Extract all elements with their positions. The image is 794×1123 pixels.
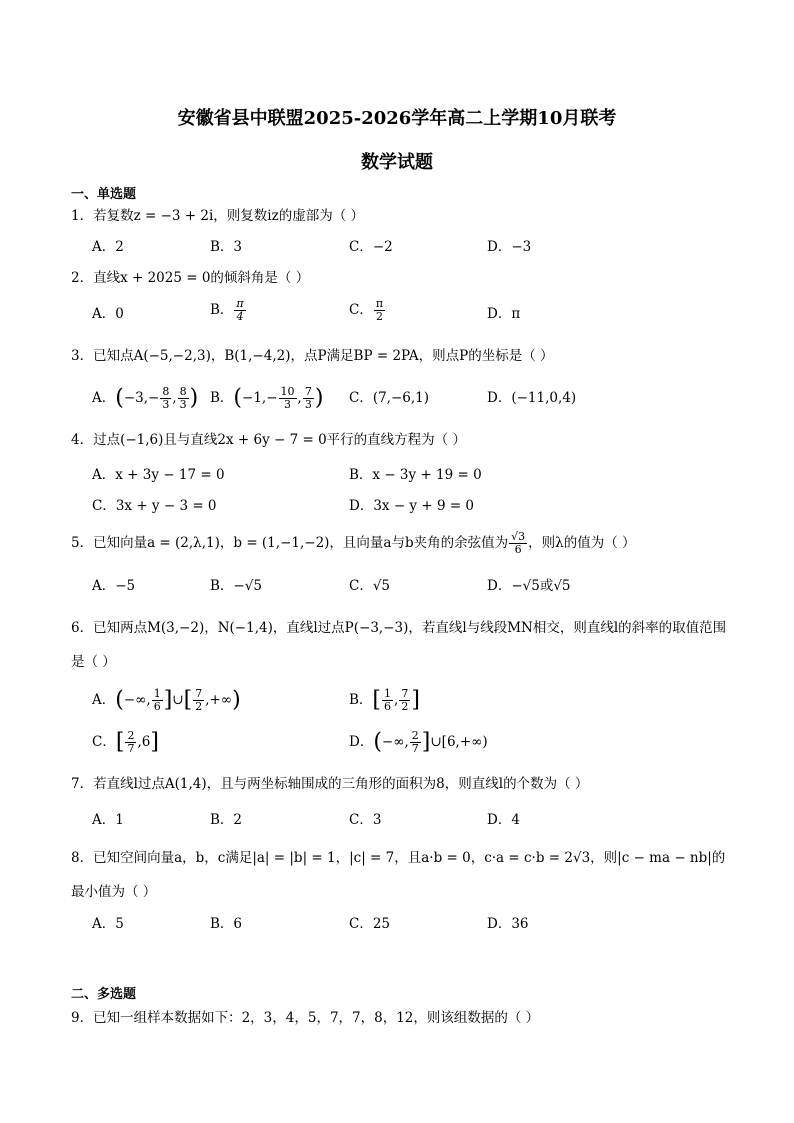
q7-option-d: D．4 bbox=[487, 812, 520, 828]
section-single-choice: 一、单选题 bbox=[71, 187, 137, 202]
q6-option-b: B．[ $\frac{1}{6}$ , $\frac{7}{2}$ ] bbox=[349, 687, 420, 713]
q3-option-d: D．(−11,0,4) bbox=[487, 390, 577, 406]
q4-option-d: D．3x − y + 9 = 0 bbox=[349, 498, 475, 514]
q8-option-c: C．25 bbox=[349, 916, 391, 932]
q8-option-d: D．36 bbox=[487, 916, 529, 932]
q1-option-d: D．−3 bbox=[487, 239, 532, 255]
q4-option-b: B．x − 3y + 19 = 0 bbox=[349, 467, 482, 483]
q1-option-b: B．3 bbox=[210, 239, 243, 255]
q2-option-c-label: C． bbox=[349, 302, 373, 318]
question-1-stem: 1．若复数z = −3 + 2i，则复数iz的虚部为（ ） bbox=[71, 208, 365, 224]
q3-option-a: A．(−3,− $\frac{8}{3}$ , $\frac{8}{3}$ ) bbox=[92, 385, 199, 411]
q2-option-d: D．π bbox=[487, 306, 521, 322]
question-8-stem: 8．已知空间向量a，b，c满足|a| = |b| = 1，|c| = 7，且a·b = 0，c·a = c·b = 2√3，则|c − ma − nb|的最小值为（ ） bbox=[71, 850, 726, 900]
q2-option-b bbox=[210, 298, 247, 323]
q3-option-c: C．(7,−6,1) bbox=[349, 390, 430, 406]
q7-option-c: C．3 bbox=[349, 812, 382, 828]
q2-option-c-fraction: $\frac{\pi}{2}$ bbox=[375, 297, 384, 323]
q5-option-c: C．√5 bbox=[349, 578, 391, 594]
question-9-stem: 9．已知一组样本数据如下：2，3，4，5，7，7，8，12，则该组数据的（ ） bbox=[71, 1010, 540, 1026]
q5-cosine-fraction: $\frac{√3}{6}$ bbox=[511, 530, 526, 556]
q4-option-a: A．x + 3y − 17 = 0 bbox=[92, 467, 225, 483]
q7-option-a: A．1 bbox=[92, 812, 124, 828]
q5-option-d: D．−√5或√5 bbox=[487, 578, 571, 594]
q3-option-b: B．(−1,− $\frac{10}{3}$ , $\frac{7}{3}$ ) bbox=[210, 385, 324, 411]
q4-option-c: C．3x + y − 3 = 0 bbox=[92, 498, 217, 514]
q8-option-a: A．5 bbox=[92, 916, 124, 932]
page-subtitle: 数学试题 bbox=[361, 152, 433, 173]
question-5-stem: 5．已知向量a = (2,λ,1)，b = (1,−1,−2)，且向量a与b夹角的余弦值为 $\frac{√3}{6}$ ，则λ的值为（ ） bbox=[71, 530, 636, 556]
question-2-stem: 2．直线x + 2025 = 0的倾斜角是（ ） bbox=[71, 270, 310, 286]
question-7-stem: 7．若直线l过点A(1,4)，且与两坐标轴围成的三角形的面积为8，则直线l的个数为（ ） bbox=[71, 776, 589, 792]
question-3-stem: 3．已知点A(−5,−2,3)，B(1,−4,2)，点P满足BP = 2PA，则点P的坐标是（ ） bbox=[71, 348, 554, 364]
q2-option-c bbox=[349, 298, 386, 323]
page-title: 安徽省县中联盟2025-2026学年高二上学期10月联考 bbox=[177, 108, 617, 129]
question-4-stem: 4．过点(−1,6)且与直线2x + 6y − 7 = 0平行的直线方程为（ ） bbox=[71, 432, 466, 448]
q6-option-d: D．(−∞, $\frac{2}{7}$ ]∪[6,+∞) bbox=[349, 729, 488, 755]
q1-option-c: C．−2 bbox=[349, 239, 393, 255]
q2-option-b-fraction: $\frac{\pi}{4}$ bbox=[236, 297, 244, 323]
section-multiple-choice: 二、多选题 bbox=[71, 987, 137, 1002]
q6-option-c: C．[ $\frac{2}{7}$ ,6] bbox=[92, 729, 159, 755]
q2-option-b-label: B． bbox=[210, 302, 234, 318]
q5-option-b: B．−√5 bbox=[210, 578, 262, 594]
question-6-stem: 6．已知两点M(3,−2)，N(−1,4)，直线l过点P(−3,−3)，若直线l与线段MN相交，则直线l的斜率的取值范围是（ ） bbox=[71, 620, 727, 670]
q6-option-a: A．(−∞, $\frac{1}{6}$ ]∪[ $\frac{7}{2}$ ,+∞) bbox=[92, 687, 241, 713]
q7-option-b: B．2 bbox=[210, 812, 243, 828]
q8-option-b: B．6 bbox=[210, 916, 243, 932]
q5-option-a: A．−5 bbox=[92, 578, 136, 594]
q5-stem-text: 5．已知向量a = (2,λ,1)，b = (1,−1,−2)，且向量a与b夹角的余弦值为 bbox=[71, 535, 509, 551]
q2-option-a: A．0 bbox=[92, 306, 124, 322]
q1-option-a: A．2 bbox=[92, 239, 124, 255]
